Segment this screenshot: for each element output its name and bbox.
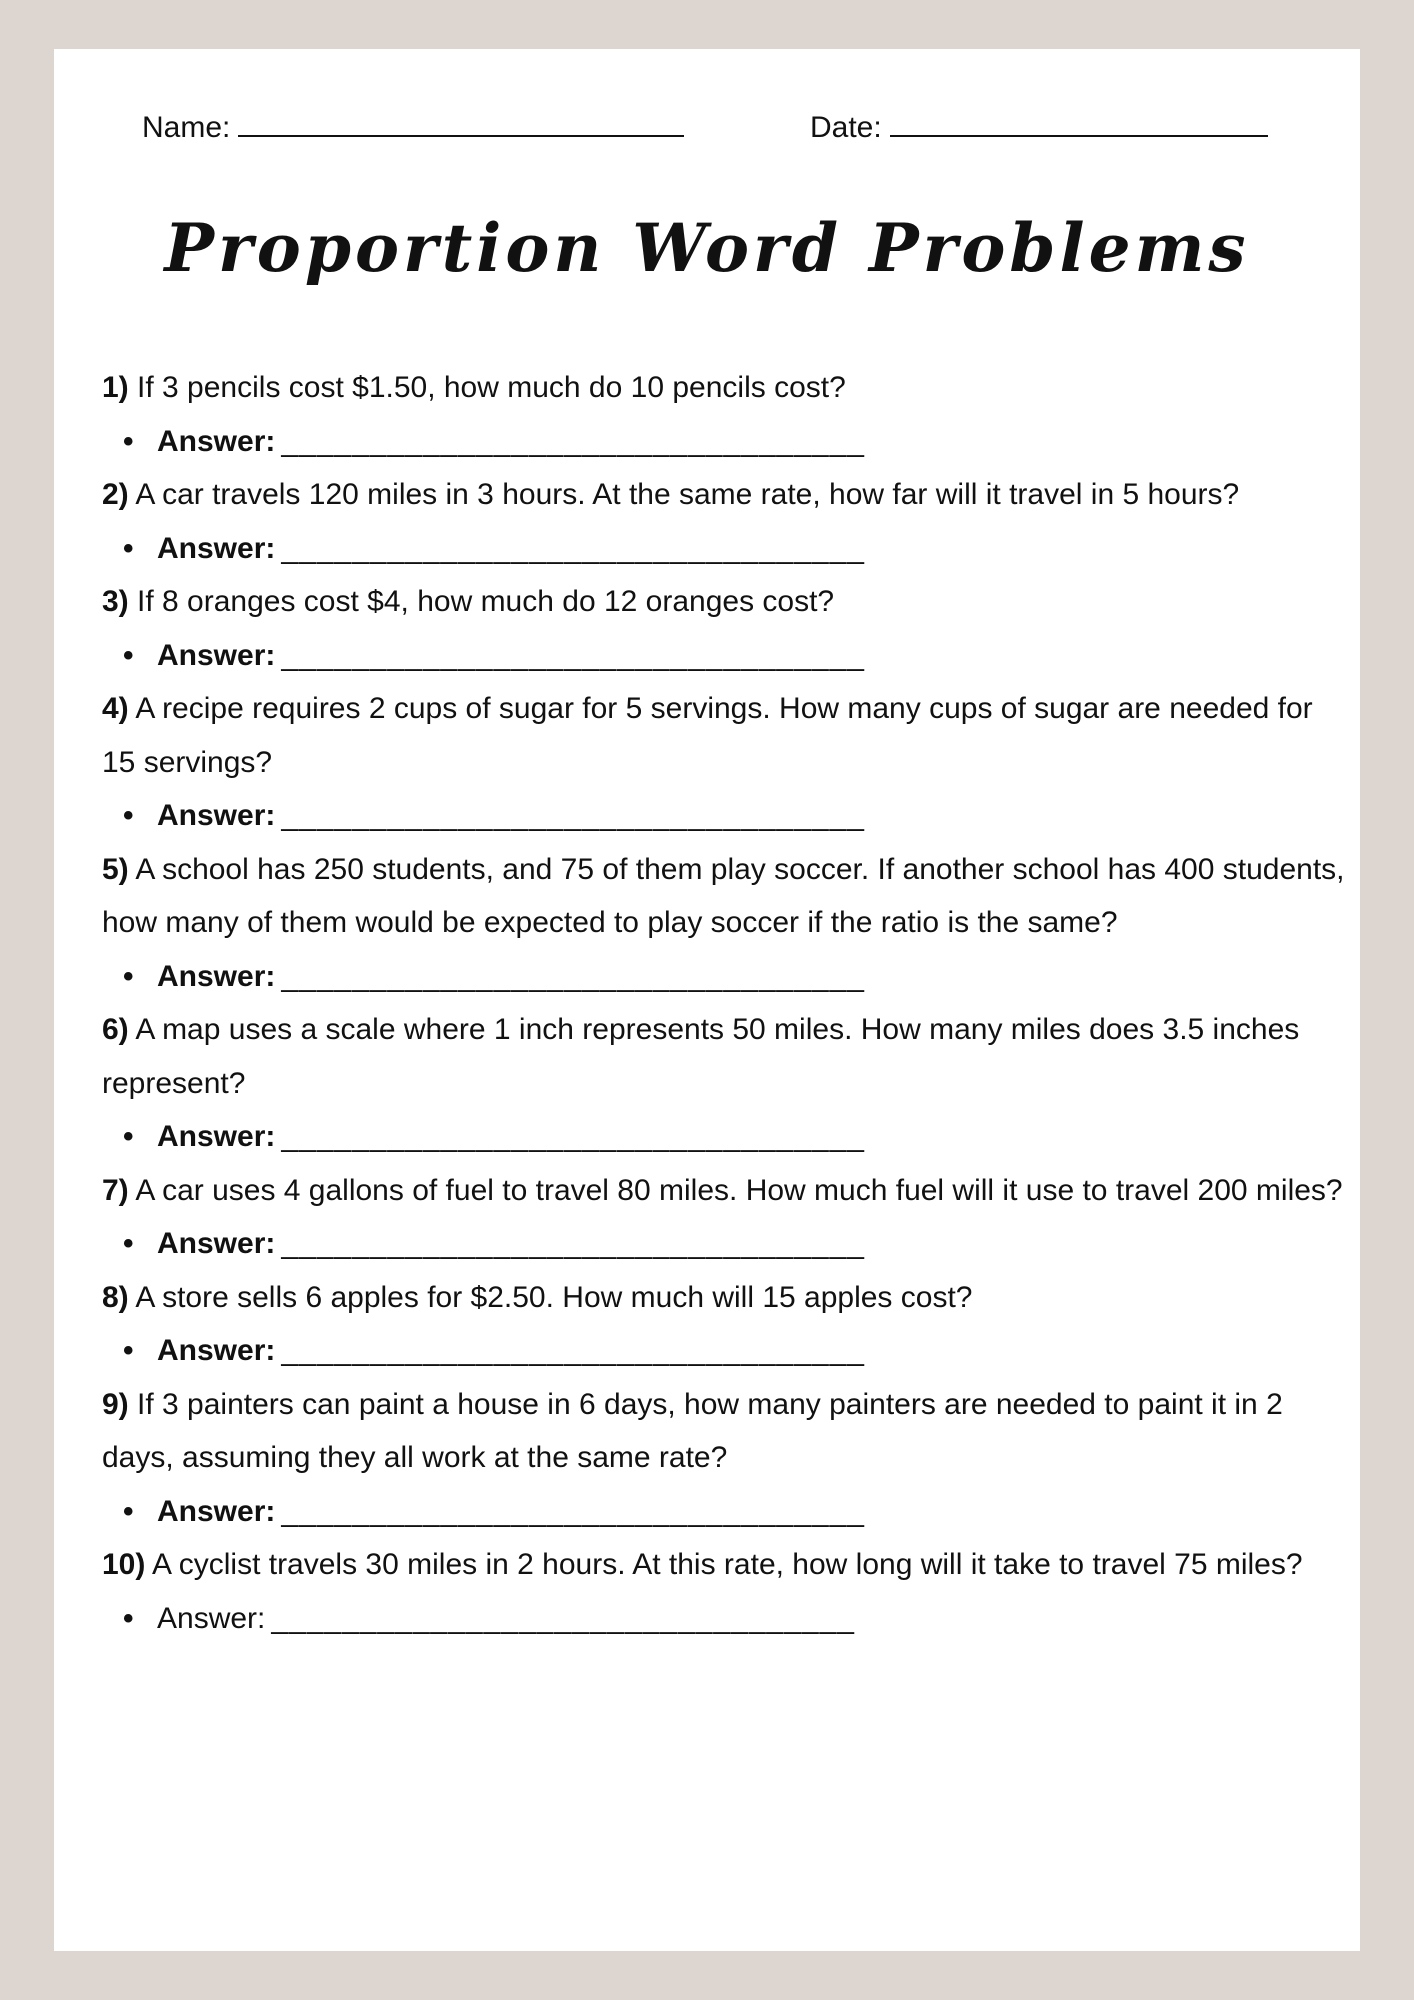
answer-blank: _________________________________ bbox=[281, 1227, 865, 1260]
answer-blank: _________________________________ bbox=[281, 799, 865, 832]
bullet-icon: • bbox=[123, 1334, 134, 1367]
date-label: Date: bbox=[810, 111, 882, 144]
problem-question: A cyclist travels 30 miles in 2 hours. At this rate, how long will it take to travel 75 miles? bbox=[152, 1548, 1303, 1581]
problem-question: A school has 250 students, and 75 of them play soccer. If another school has 400 students, how many of them would be expected to play soccer if the ratio is the same? bbox=[102, 852, 1345, 939]
problem-question: A car travels 120 miles in 3 hours. At the same rate, how far will it travel in 5 hours? bbox=[135, 478, 1240, 511]
problem-number: 6) bbox=[102, 1013, 129, 1046]
problem-3 bbox=[102, 575, 1352, 629]
bullet-icon: • bbox=[123, 1120, 134, 1153]
answer-label: Answer: bbox=[157, 531, 276, 565]
answer-label: Answer: bbox=[157, 1494, 276, 1528]
date-blank-line bbox=[890, 109, 1268, 137]
answer-row-7 bbox=[102, 1217, 1352, 1271]
problem-question: If 3 painters can paint a house in 6 days, how many painters are needed to paint it in 2 days, assuming they all work at the same rate? bbox=[102, 1387, 1283, 1474]
problem-10 bbox=[102, 1538, 1352, 1592]
bullet-icon: • bbox=[123, 1494, 134, 1528]
answer-row-1 bbox=[102, 415, 1352, 469]
answer-row-3 bbox=[102, 629, 1352, 683]
bullet-icon: • bbox=[123, 799, 134, 832]
name-field bbox=[142, 109, 684, 145]
name-blank-line bbox=[238, 109, 684, 137]
problem-6 bbox=[102, 1003, 1352, 1110]
name-label: Name: bbox=[142, 111, 231, 144]
worksheet-page bbox=[54, 49, 1360, 1951]
problem-number: 9) bbox=[102, 1387, 129, 1421]
bullet-icon: • bbox=[123, 959, 134, 993]
problem-number: 7) bbox=[102, 1173, 129, 1207]
answer-blank: _________________________________ bbox=[281, 1494, 865, 1528]
problem-question: A store sells 6 apples for $2.50. How much will 15 apples cost? bbox=[135, 1280, 973, 1314]
problem-4 bbox=[102, 682, 1352, 789]
problem-9 bbox=[102, 1378, 1352, 1485]
answer-label: Answer: bbox=[157, 959, 276, 993]
problem-5 bbox=[102, 843, 1352, 950]
answer-blank: _________________________________ bbox=[281, 1120, 865, 1153]
answer-label: Answer: bbox=[157, 799, 276, 832]
problem-1 bbox=[102, 361, 1352, 415]
answer-row-10 bbox=[102, 1592, 1352, 1646]
answer-label: Answer: bbox=[157, 1120, 276, 1153]
problem-question: A recipe requires 2 cups of sugar for 5 servings. How many cups of sugar are needed for 15 servings? bbox=[102, 692, 1313, 779]
problem-question: If 3 pencils cost $1.50, how much do 10 pencils cost? bbox=[137, 371, 846, 404]
answer-row-5 bbox=[102, 950, 1352, 1004]
bullet-icon: • bbox=[123, 638, 134, 672]
bullet-icon: • bbox=[123, 1227, 134, 1260]
problem-number: 4) bbox=[102, 692, 129, 725]
answer-row-8 bbox=[102, 1324, 1352, 1378]
bullet-icon: • bbox=[123, 424, 134, 458]
problem-2 bbox=[102, 468, 1352, 522]
problem-question: If 8 oranges cost $4, how much do 12 oranges cost? bbox=[137, 585, 835, 618]
answer-label: Answer: bbox=[157, 1227, 276, 1260]
problem-list bbox=[102, 361, 1352, 1645]
answer-blank: _________________________________ bbox=[271, 1601, 855, 1635]
problem-number: 3) bbox=[102, 585, 129, 618]
problem-number: 5) bbox=[102, 852, 129, 886]
page-title: Proportion Word Problems bbox=[164, 209, 1250, 287]
answer-label: Answer: bbox=[157, 638, 276, 672]
problem-number: 8) bbox=[102, 1280, 129, 1314]
answer-label: Answer: bbox=[157, 1334, 276, 1367]
answer-row-6 bbox=[102, 1110, 1352, 1164]
problem-number: 1) bbox=[102, 371, 129, 404]
answer-blank: _________________________________ bbox=[281, 531, 865, 565]
problem-question: A map uses a scale where 1 inch represents 50 miles. How many miles does 3.5 inches represent? bbox=[102, 1013, 1300, 1100]
date-field bbox=[810, 109, 1268, 145]
answer-label: Answer: bbox=[157, 424, 276, 458]
problem-number: 2) bbox=[102, 478, 129, 511]
answer-blank: _________________________________ bbox=[281, 1334, 865, 1367]
answer-row-2 bbox=[102, 522, 1352, 576]
answer-blank: _________________________________ bbox=[281, 959, 865, 993]
bullet-icon: • bbox=[123, 1601, 134, 1635]
problem-question: A car uses 4 gallons of fuel to travel 80 miles. How much fuel will it use to travel 200 miles? bbox=[135, 1173, 1343, 1207]
answer-row-4 bbox=[102, 789, 1352, 843]
problem-8 bbox=[102, 1271, 1352, 1325]
answer-blank: _________________________________ bbox=[281, 638, 865, 672]
answer-row-9 bbox=[102, 1485, 1352, 1539]
answer-label: Answer: bbox=[157, 1601, 266, 1635]
problem-7 bbox=[102, 1164, 1352, 1218]
problem-number: 10) bbox=[102, 1548, 146, 1581]
bullet-icon: • bbox=[123, 531, 134, 565]
answer-blank: _________________________________ bbox=[281, 424, 865, 458]
